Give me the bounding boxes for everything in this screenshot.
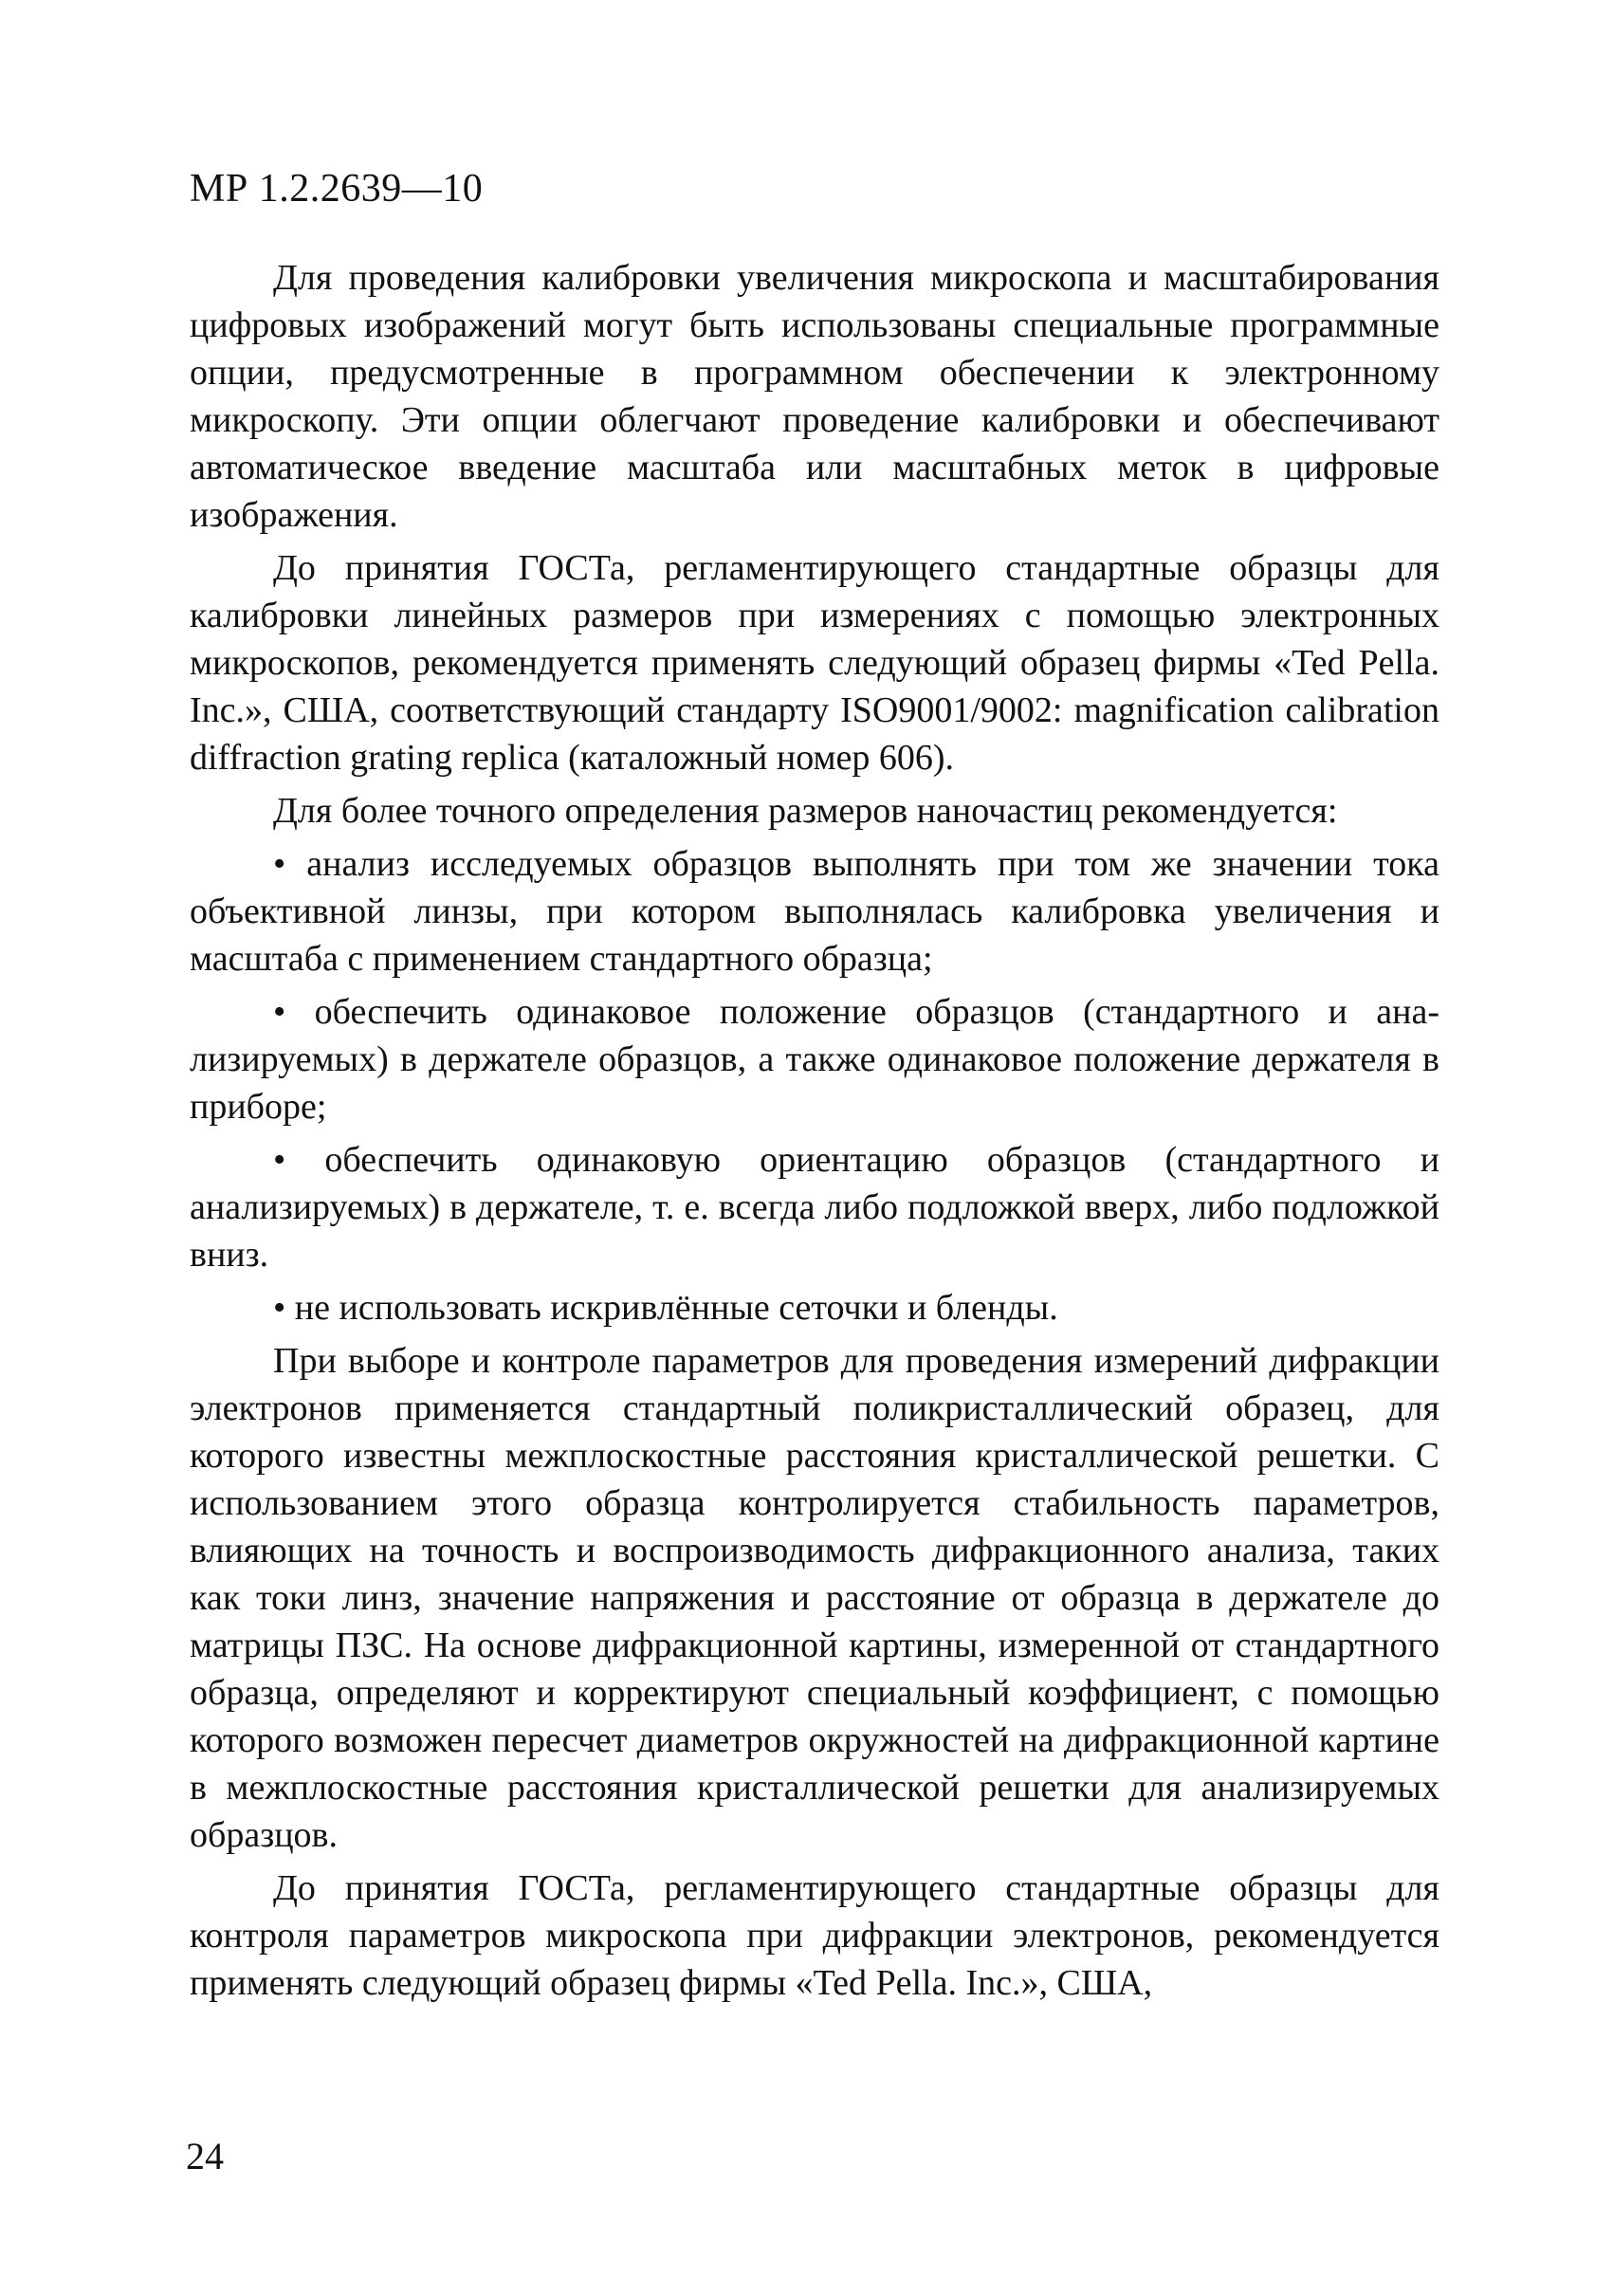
bullet-item-grids: • не использовать искривлённые сеточки и бленды.: [273, 1288, 1058, 1328]
document-code-header: МР 1.2.2639—10: [190, 167, 484, 211]
bullet-item-sample-orientation: • обеспечить одинаковую ориентацию образцов (стандартного и анализируемых) в держателе, т. е. всегда либо подложкой вверх, либо подложкой вниз.: [190, 1140, 1439, 1275]
paragraph-calibration-software: Для проведения калибровки увеличения микроскопа и масштабирования цифровых изображений могут быть использованы специальные программные опции, предусмотренные в программном обеспечении к электронному микроскопу. Эти опции облегчают проведение калибровки и обеспечивают автоматическое введение масштаба или масштабных меток в цифровые изображения.: [190, 258, 1439, 535]
bullet-item-sample-position: • обеспечить одинаковое положение образцов (стандартного и анализируемых) в держателе образцов, а также одинаковое положение держателя в приборе;: [190, 992, 1439, 1127]
paragraph-recommendations-intro: Для более точного определения размеров наночастиц рекомендуется:: [273, 791, 1338, 831]
body-text: [190, 254, 1439, 2007]
bullet-item-lens-current: • анализ исследуемых образцов выполнять при том же значении тока объективной линзы, при котором выполнялась калибровка увеличения и масштаба с применением стандартного образца;: [190, 844, 1439, 979]
paragraph-gost-diffraction-sample: До принятия ГОСТа, регламентирующего стандартные образцы для контроля параметров микроскопа при дифракции электронов, рекомендуется применять следующий образец фирмы «Ted Pella. Inc.», США,: [190, 1868, 1439, 2003]
paragraph-gost-calibration-sample: До принятия ГОСТа, регламентирующего стандартные образцы для калибровки линейных размеров при измерениях с помощью электронных микроскопов, рекомендуется применять следующий образец фирмы «Ted Pella. Inc.», США, соответствующий стандарту ISO9001/9002: magnification calibration diffraction grating replica (каталожный номер 606).: [190, 548, 1439, 778]
paragraph-diffraction-standard: При выборе и контроле параметров для проведения измерений дифракции электронов применяется стандартный поликристаллический образец, для которого известны межплоскостные расстояния кристаллической решетки. С использованием этого образца контролируется стабильность параметров, влияющих на точность и воспроизводимость дифракционного анализа, таких как токи линз, значение напряжения и расстояние от образца в держателе до матрицы ПЗС. На основе дифракционной картины, измеренной от стандартного образца, определяют и корректируют специальный коэффициент, с помощью которого возможен пересчет диаметров окружностей на дифракционной картине в межплоскостные расстояния кристаллической решетки для анализируемых образцов.: [190, 1341, 1439, 1855]
page-number: 24: [186, 2135, 224, 2177]
